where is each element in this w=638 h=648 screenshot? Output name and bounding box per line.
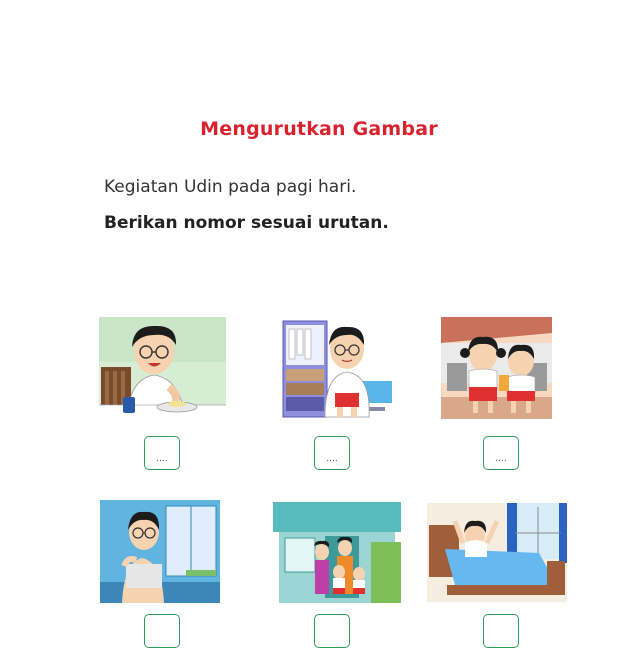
instruction-text: Kegiatan Udin pada pagi hari. bbox=[104, 177, 357, 197]
answer-box-4[interactable] bbox=[144, 614, 180, 648]
answer-box-2[interactable] bbox=[314, 436, 350, 470]
answer-box-5[interactable] bbox=[314, 614, 350, 648]
picture-walking-to-school bbox=[441, 317, 552, 419]
answer-box-3[interactable] bbox=[483, 436, 519, 470]
picture-saying-goodbye-to-parents bbox=[273, 502, 401, 603]
picture-eating-breakfast bbox=[99, 317, 226, 419]
picture-waking-up-in-bed bbox=[427, 503, 567, 602]
picture-after-bathing bbox=[100, 500, 220, 603]
instruction-task: Berikan nomor sesuai urutan. bbox=[104, 213, 389, 233]
picture-dressing-at-wardrobe bbox=[281, 317, 392, 419]
page-title: Mengurutkan Gambar bbox=[200, 118, 438, 140]
answer-box-1[interactable] bbox=[144, 436, 180, 470]
answer-box-6[interactable] bbox=[483, 614, 519, 648]
answer-placeholder: .... bbox=[156, 454, 168, 464]
answer-placeholder: .... bbox=[495, 454, 507, 464]
answer-placeholder: .... bbox=[326, 454, 338, 464]
